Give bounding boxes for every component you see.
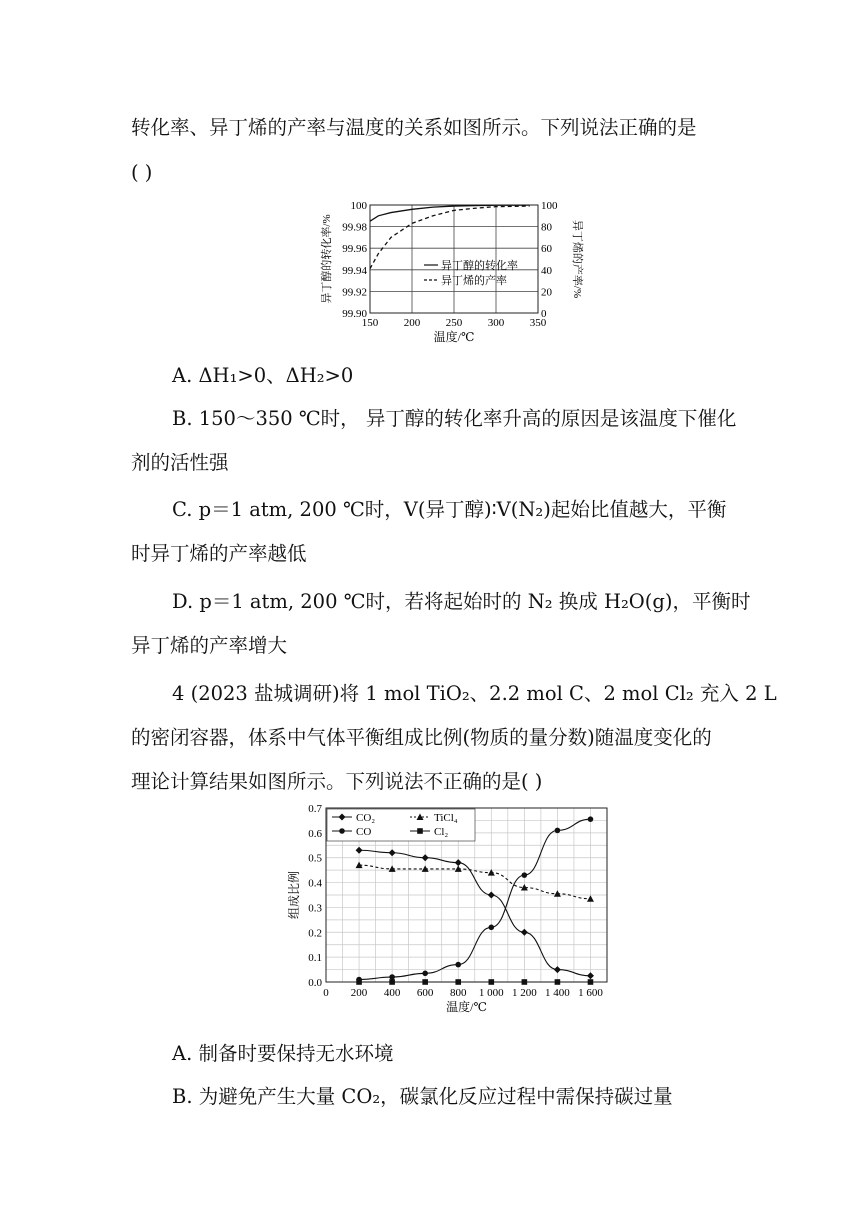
data-point (455, 962, 461, 968)
legend-label: TiCl₄ (434, 812, 458, 824)
data-point (389, 979, 395, 985)
y2-tick-label: 100 (541, 200, 558, 212)
legend-label: 异丁烯的产率 (441, 275, 507, 287)
data-point (417, 828, 423, 834)
x-tick-label: 200 (350, 987, 368, 999)
data-point (488, 892, 495, 899)
data-point (488, 979, 494, 985)
x-tick-label: 350 (529, 317, 547, 329)
y-tick-label: 0.0 (308, 977, 322, 989)
data-point (521, 929, 528, 936)
y-tick-label: 0.6 (308, 827, 322, 840)
x-axis-label: 温度/℃ (433, 330, 475, 344)
data-point (356, 847, 363, 854)
data-point (389, 849, 396, 856)
option-b-cont: 剂的活性强 (131, 451, 229, 474)
question-4: 4 (2023 盐城调研)将 1 mol TiO₂、2.2 mol C、2 mol Cl₂ 充入 2 L (172, 682, 777, 705)
data-point (455, 979, 461, 985)
question-4-cont2: 理论计算结果如图所示。下列说法不正确的是( ) (131, 770, 543, 793)
x-tick-label: 250 (445, 317, 463, 329)
y2-tick-label: 40 (541, 264, 552, 277)
x-tick-label: 300 (487, 317, 505, 329)
y2-tick-label: 80 (541, 221, 552, 234)
x-tick-label: 400 (383, 987, 401, 999)
paragraph-line: 转化率、异丁烯的产率与温度的关系如图所示。下列说法正确的是 (131, 116, 697, 139)
y-tick-label: 99.98 (342, 221, 367, 234)
data-point (522, 979, 528, 985)
option-d: D. p＝1 atm, 200 ℃时，若将起始时的 N₂ 换成 H₂O(g)，平衡时 (172, 590, 751, 613)
legend-label: CO (356, 826, 372, 838)
y-tick-label: 99.94 (342, 264, 367, 277)
x-tick-label: 800 (449, 987, 467, 999)
data-point (339, 828, 345, 834)
data-point (356, 979, 362, 985)
x-tick-label: 1 400 (545, 987, 570, 999)
option-c: C. p＝1 atm, 200 ℃时，V(异丁醇)∶V(N₂)起始比值越大，平衡 (172, 498, 727, 521)
x-tick-label: 1 000 (478, 987, 504, 999)
y-tick-label: 0.7 (308, 803, 322, 815)
y-axis-label: 异丁醇的转化率/% (321, 214, 333, 304)
y-tick-label: 0.4 (308, 877, 322, 890)
y-tick-label: 0.5 (308, 852, 322, 865)
answer-blank: ( ) (131, 161, 153, 184)
x-axis-label: 温度/℃ (446, 1000, 487, 1014)
option-d-cont: 异丁烯的产率增大 (131, 634, 288, 657)
x-tick-label: 0 (323, 987, 329, 999)
legend-label: CO₂ (356, 812, 376, 824)
data-point (522, 872, 528, 878)
data-point (488, 925, 494, 931)
y-tick-label: 99.90 (342, 308, 367, 320)
option-b: B. 150～350 ℃时， 异丁醇的转化率升高的原因是该温度下催化 (172, 407, 737, 430)
data-point (422, 971, 428, 977)
data-point (389, 974, 395, 980)
option-a: A. ΔH₁>0、ΔH₂>0 (172, 364, 354, 387)
legend-label: Cl₂ (434, 826, 449, 838)
chart-composition (284, 800, 614, 1032)
q4-option-b: B. 为避免产生大量 CO₂，碳氯化反应过程中需保持碳过量 (172, 1085, 673, 1108)
x-tick-label: 150 (361, 317, 379, 329)
data-point (422, 979, 428, 985)
data-point (588, 816, 594, 822)
data-point (554, 966, 561, 973)
x-tick-label: 200 (403, 317, 421, 329)
q4-option-a: A. 制备时要保持无水环境 (172, 1042, 394, 1065)
y2-axis-label: 异丁烯的产率/% (571, 219, 583, 299)
data-point (555, 979, 561, 985)
y-tick-label: 0.2 (308, 927, 322, 940)
y-axis-label: 组成比例 (287, 870, 301, 920)
y2-tick-label: 20 (541, 286, 552, 299)
x-tick-label: 600 (416, 987, 434, 999)
y-tick-label: 99.92 (342, 286, 367, 299)
question-4-cont: 的密闭容器，体系中气体平衡组成比例(物质的量分数)随温度变化的 (131, 726, 712, 749)
y-tick-label: 100 (350, 200, 367, 212)
y-tick-label: 99.96 (342, 243, 367, 256)
y-tick-label: 0.3 (308, 902, 322, 915)
y-tick-label: 0.1 (308, 952, 322, 965)
x-tick-label: 1 200 (511, 987, 537, 999)
option-c-cont: 时异丁烯的产率越低 (131, 542, 307, 565)
data-point (588, 979, 594, 985)
series-line (370, 205, 530, 221)
data-point (587, 972, 594, 979)
data-point (587, 895, 594, 902)
data-point (422, 854, 429, 861)
chart-conversion-yield (316, 195, 586, 347)
legend-label: 异丁醇的转化率 (441, 260, 518, 272)
x-tick-label: 1 600 (578, 987, 603, 999)
y2-tick-label: 0 (541, 308, 547, 320)
y2-tick-label: 60 (541, 243, 552, 256)
data-point (455, 859, 462, 866)
data-point (555, 828, 561, 834)
